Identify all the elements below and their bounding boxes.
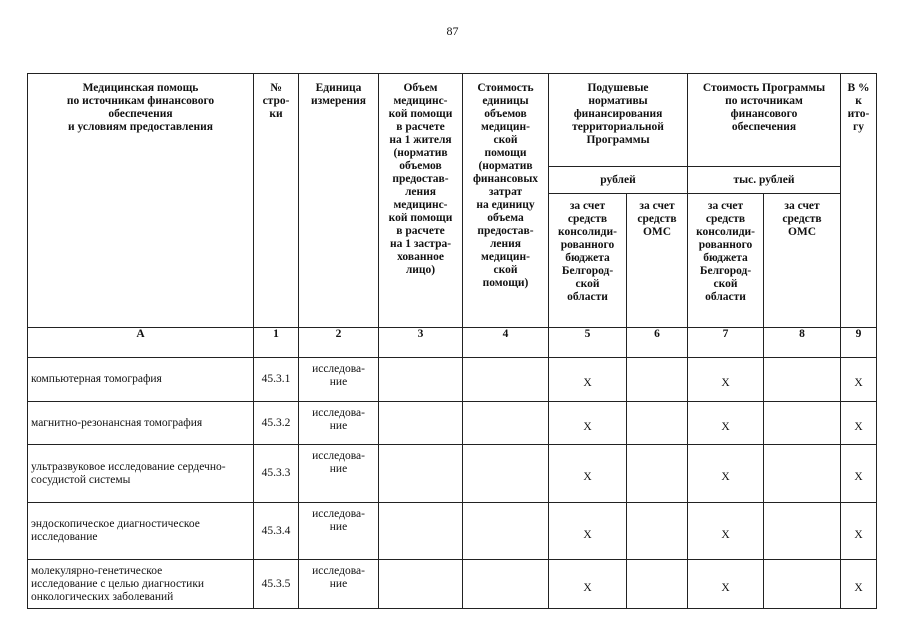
row-cell-8 — [764, 358, 841, 402]
table-row — [28, 560, 877, 609]
row-cell-3 — [379, 445, 463, 503]
header-col-4: Стоимость единицы объемов медицин- ской помощи (норматив финансовых затрат на единицу объема предостав- ления медицин- ской помощи) — [463, 74, 549, 328]
row-cell-6 — [627, 402, 688, 445]
row-cell-4 — [463, 503, 549, 560]
header-col-9: В % к ито- гу — [841, 74, 877, 328]
row-cell-4 — [463, 402, 549, 445]
header-row-1 — [28, 74, 877, 167]
header-unit-rub: рублей — [549, 167, 688, 194]
row-name: ультразвуковое исследование сердечно- сосудистой системы — [28, 445, 254, 503]
row-cell-7: X — [688, 560, 764, 609]
column-number: 2 — [299, 328, 379, 358]
row-code: 45.3.4 — [254, 503, 299, 560]
row-cell-9: X — [841, 503, 877, 560]
header-col-2: Единица измерения — [299, 74, 379, 328]
column-number: 6 — [627, 328, 688, 358]
row-unit: исследова- ние — [299, 503, 379, 560]
header-col-7: за счет средств консолиди- рованного бюджета Белгород- ской области — [688, 194, 764, 328]
column-number: 4 — [463, 328, 549, 358]
row-cell-7: X — [688, 402, 764, 445]
table-row — [28, 445, 877, 503]
row-cell-6 — [627, 445, 688, 503]
header-group-norms: Подушевые нормативы финансирования территориальной Программы — [549, 74, 688, 167]
column-number-row — [28, 328, 877, 358]
header-unit-thousand-rub: тыс. рублей — [688, 167, 841, 194]
row-name: магнитно-резонансная томография — [28, 402, 254, 445]
table-row — [28, 402, 877, 445]
row-name: компьютерная томография — [28, 358, 254, 402]
header-col-3: Объем медицинс- кой помощи в расчете на 1 жителя (норматив объемов предостав- ления медицинс- кой помощи в расчете на 1 застра- хованное лицо) — [379, 74, 463, 328]
row-cell-9: X — [841, 560, 877, 609]
row-cell-4 — [463, 560, 549, 609]
column-number: 3 — [379, 328, 463, 358]
row-cell-3 — [379, 503, 463, 560]
row-cell-7: X — [688, 358, 764, 402]
header-col-a: Медицинская помощь по источникам финансового обеспечения и условиям предоставления — [28, 74, 254, 328]
row-unit: исследова- ние — [299, 560, 379, 609]
row-cell-8 — [764, 560, 841, 609]
header-group-cost: Стоимость Программы по источникам финансового обеспечения — [688, 74, 841, 167]
row-cell-5: X — [549, 503, 627, 560]
row-cell-3 — [379, 402, 463, 445]
row-code: 45.3.5 — [254, 560, 299, 609]
row-cell-6 — [627, 503, 688, 560]
row-name: молекулярно-генетическое исследование с целью диагностики онкологических заболеваний — [28, 560, 254, 609]
row-cell-8 — [764, 402, 841, 445]
row-cell-6 — [627, 560, 688, 609]
row-cell-4 — [463, 445, 549, 503]
column-number: 5 — [549, 328, 627, 358]
row-cell-9: X — [841, 358, 877, 402]
row-cell-5: X — [549, 445, 627, 503]
row-code: 45.3.1 — [254, 358, 299, 402]
row-cell-6 — [627, 358, 688, 402]
table-row — [28, 503, 877, 560]
header-col-1: № стро- ки — [254, 74, 299, 328]
row-cell-5: X — [549, 358, 627, 402]
row-code: 45.3.2 — [254, 402, 299, 445]
row-cell-3 — [379, 560, 463, 609]
row-code: 45.3.3 — [254, 445, 299, 503]
row-cell-8 — [764, 445, 841, 503]
row-cell-3 — [379, 358, 463, 402]
financing-table — [27, 73, 877, 609]
row-cell-4 — [463, 358, 549, 402]
table-row — [28, 358, 877, 402]
row-cell-7: X — [688, 445, 764, 503]
column-number: 7 — [688, 328, 764, 358]
header-col-6: за счет средств ОМС — [627, 194, 688, 328]
column-number: 9 — [841, 328, 877, 358]
row-unit: исследова- ние — [299, 358, 379, 402]
row-cell-5: X — [549, 402, 627, 445]
row-name: эндоскопическое диагностическое исследование — [28, 503, 254, 560]
row-cell-8 — [764, 503, 841, 560]
header-col-5: за счет средств консолиди- рованного бюджета Белгород- ской области — [549, 194, 627, 328]
column-number: 1 — [254, 328, 299, 358]
row-cell-9: X — [841, 445, 877, 503]
column-number: 8 — [764, 328, 841, 358]
header-col-8: за счет средств ОМС — [764, 194, 841, 328]
row-cell-5: X — [549, 560, 627, 609]
row-unit: исследова- ние — [299, 445, 379, 503]
page-number: 87 — [446, 24, 459, 38]
column-number: А — [28, 328, 254, 358]
row-cell-9: X — [841, 402, 877, 445]
row-unit: исследова- ние — [299, 402, 379, 445]
row-cell-7: X — [688, 503, 764, 560]
